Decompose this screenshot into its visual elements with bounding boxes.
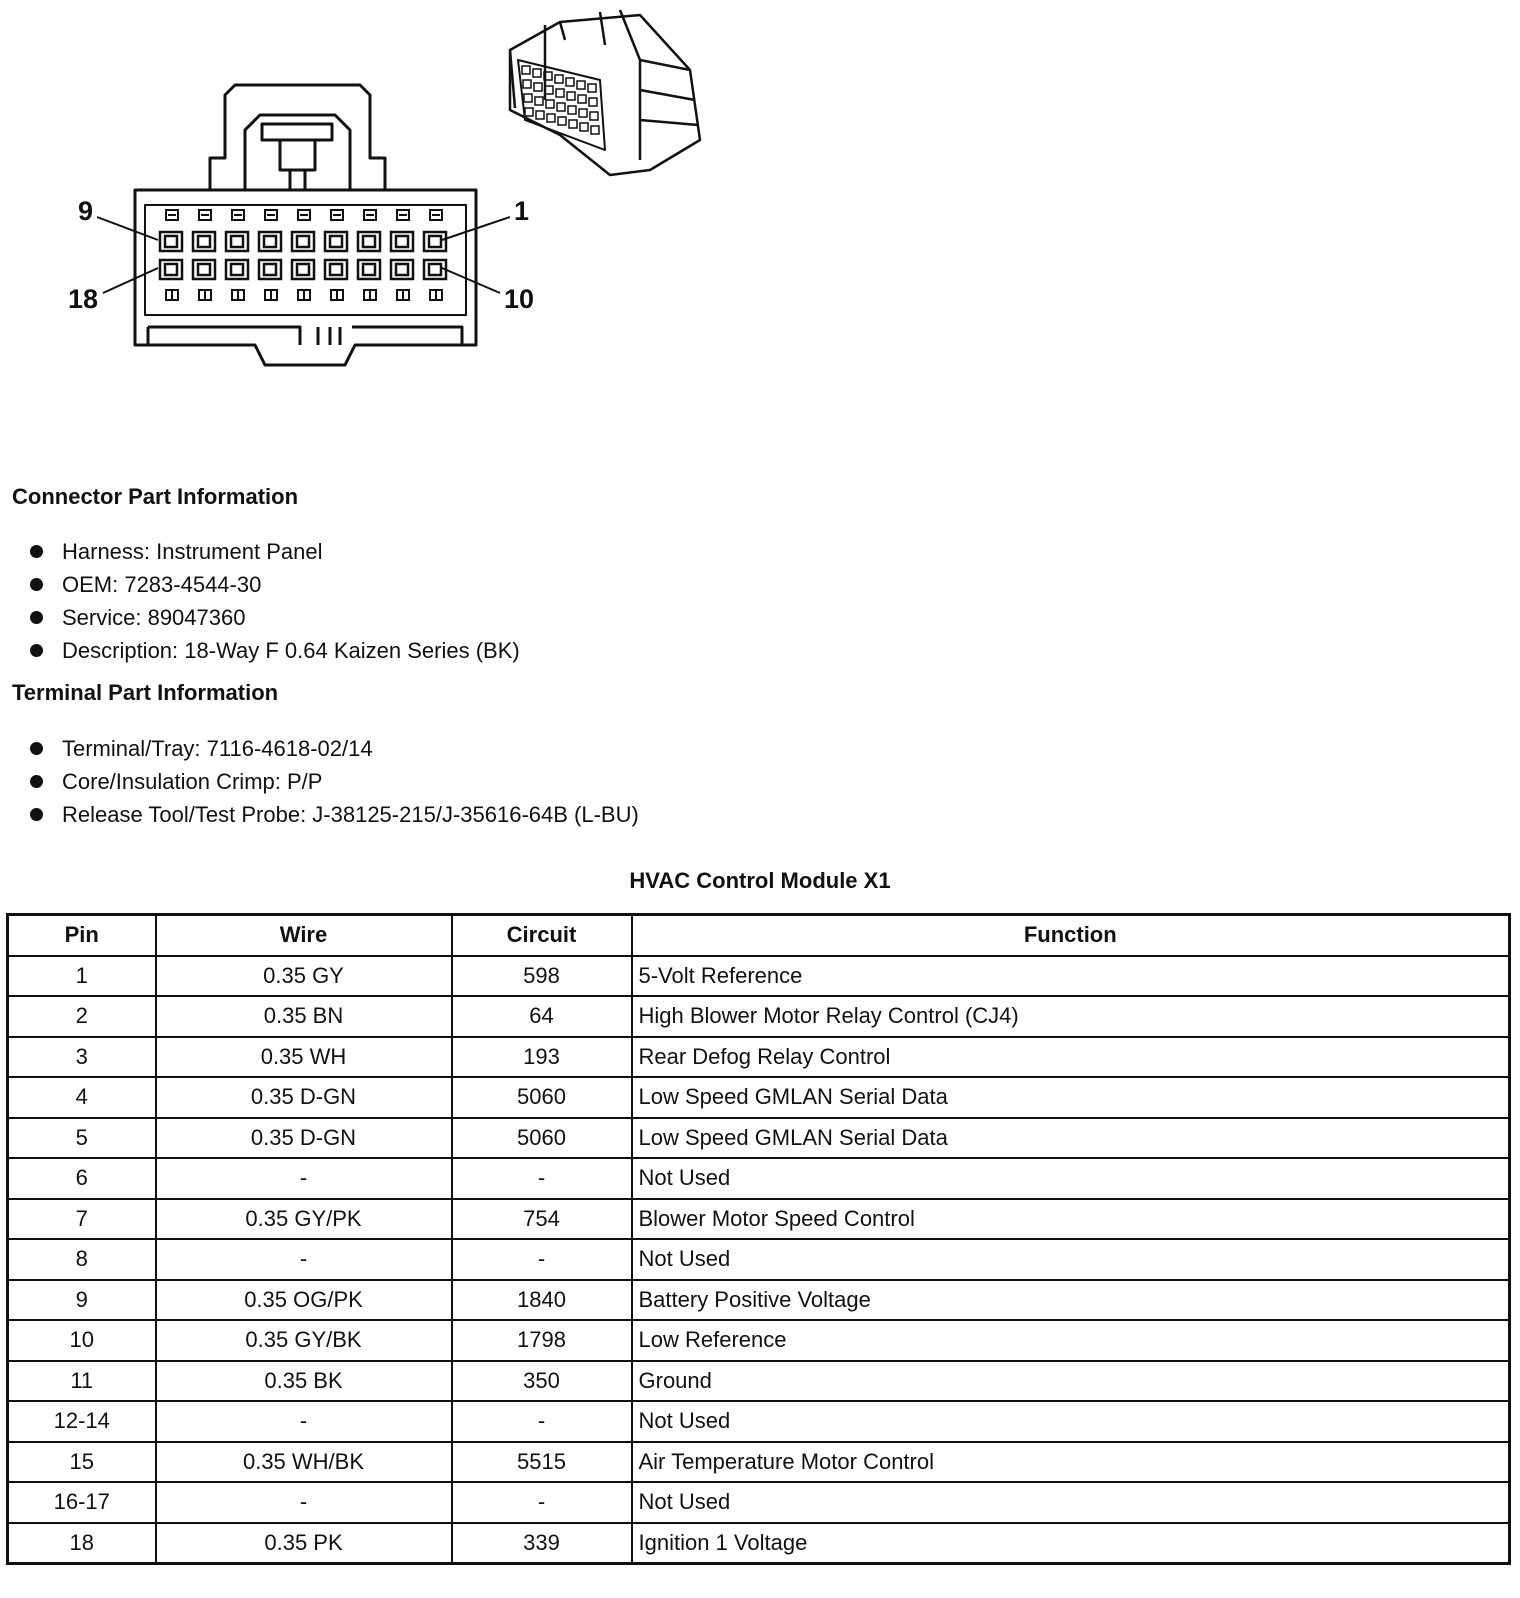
bullet-icon [30,545,43,558]
cell-function: Not Used [632,1401,1510,1442]
cell-wire: 0.35 GY [156,956,452,997]
cell-function: High Blower Motor Relay Control (CJ4) [632,996,1510,1037]
cell-function: Ignition 1 Voltage [632,1523,1510,1564]
list-item: Terminal/Tray: 7116-4618-02/14 [30,732,639,765]
terminal-cavity-inner [429,236,441,247]
bullet-icon [30,578,43,591]
cell-function: Not Used [632,1158,1510,1199]
terminal-cavity-inner [330,264,342,275]
pin-1-callout: 1 [514,196,530,226]
table-row [8,1401,1510,1442]
terminal-part-info-heading: Terminal Part Information [12,680,279,705]
terminal-cavity-inner [396,264,408,275]
iso-cavity [555,75,563,83]
table-row [8,956,1510,997]
bullet-icon [30,742,43,755]
terminal-cavity-inner [198,236,210,247]
cell-circuit: 5515 [452,1442,632,1483]
table-row [8,1442,1510,1483]
cell-wire: - [156,1401,452,1442]
table-row [8,1280,1510,1321]
table-row [8,1118,1510,1159]
terminal-cavity-inner [264,264,276,275]
cell-pin: 9 [8,1280,156,1321]
cell-circuit: - [452,1158,632,1199]
cell-function: Low Reference [632,1320,1510,1361]
pinout-table [6,913,1511,1565]
cell-wire: 0.35 BK [156,1361,452,1402]
table-title: HVAC Control Module X1 [629,868,891,893]
header-circuit: Circuit [452,915,632,956]
cell-function: Battery Positive Voltage [632,1280,1510,1321]
iso-cavity [577,81,585,89]
list-item: Harness: Instrument Panel [30,535,520,568]
iso-cavity [524,94,532,102]
cell-function: Not Used [632,1482,1510,1523]
cell-wire: 0.35 WH [156,1037,452,1078]
cell-pin: 11 [8,1361,156,1402]
iso-cavity [589,98,597,106]
cell-circuit: 5060 [452,1077,632,1118]
cell-circuit: - [452,1482,632,1523]
cell-function: Ground [632,1361,1510,1402]
iso-cavity [591,126,599,134]
cell-circuit: 1840 [452,1280,632,1321]
iso-cavity [522,66,530,74]
list-item: Core/Insulation Crimp: P/P [30,765,639,798]
cell-pin: 10 [8,1320,156,1361]
cell-function: Not Used [632,1239,1510,1280]
cell-circuit: 350 [452,1361,632,1402]
cell-pin: 12-14 [8,1401,156,1442]
bullet-icon [30,644,43,657]
cell-wire: 0.35 WH/BK [156,1442,452,1483]
pin-9-callout: 9 [78,196,94,226]
terminal-cavity-inner [231,236,243,247]
cell-wire: - [156,1158,452,1199]
iso-cavity [525,108,533,116]
connector-face-drawing [0,0,760,420]
cell-circuit: 5060 [452,1118,632,1159]
cell-pin: 16-17 [8,1482,156,1523]
iso-cavity [536,111,544,119]
list-item: Service: 89047360 [30,601,520,634]
cell-pin: 1 [8,956,156,997]
header-pin: Pin [8,915,156,956]
iso-cavity [534,83,542,91]
cell-function: Air Temperature Motor Control [632,1442,1510,1483]
table-row [8,1037,1510,1078]
cell-wire: 0.35 D-GN [156,1077,452,1118]
connector-part-info-heading: Connector Part Information [12,484,299,509]
terminal-cavity-inner [231,264,243,275]
cell-pin: 18 [8,1523,156,1564]
cell-circuit: 754 [452,1199,632,1240]
list-item: OEM: 7283-4544-30 [30,568,520,601]
pin-10-callout: 10 [504,284,535,314]
terminal-cavity-inner [297,264,309,275]
cell-function: 5-Volt Reference [632,956,1510,997]
connector-diagram [0,0,760,420]
bullet-icon [30,808,43,821]
iso-cavity [523,80,531,88]
bullet-icon [30,611,43,624]
terminal-cavity-inner [198,264,210,275]
cell-wire: 0.35 GY/PK [156,1199,452,1240]
terminal-cavity-inner [363,236,375,247]
table-header-row [8,915,1510,956]
cell-pin: 8 [8,1239,156,1280]
cell-circuit: 1798 [452,1320,632,1361]
cell-pin: 2 [8,996,156,1037]
cell-function: Rear Defog Relay Control [632,1037,1510,1078]
iso-cavity [569,120,577,128]
table-row [8,1361,1510,1402]
cell-pin: 7 [8,1199,156,1240]
cell-circuit: - [452,1401,632,1442]
iso-cavity [558,117,566,125]
cell-pin: 4 [8,1077,156,1118]
cell-wire: 0.35 GY/BK [156,1320,452,1361]
table-row [8,1158,1510,1199]
list-item: Description: 18-Way F 0.64 Kaizen Series (BK) [30,634,520,667]
terminal-cavity-inner [363,264,375,275]
terminal-cavity-inner [264,236,276,247]
iso-cavity [579,109,587,117]
iso-cavity [578,95,586,103]
table-row [8,996,1510,1037]
iso-cavity [567,92,575,100]
cell-pin: 6 [8,1158,156,1199]
cell-wire: 0.35 OG/PK [156,1280,452,1321]
cell-pin: 5 [8,1118,156,1159]
cell-pin: 3 [8,1037,156,1078]
terminal-cavity-inner [396,236,408,247]
iso-cavity [568,106,576,114]
pin-18-callout: 18 [68,284,99,314]
iso-cavity [535,97,543,105]
iso-cavity [580,123,588,131]
table-row [8,1320,1510,1361]
terminal-cavity-inner [165,236,177,247]
connector-part-info-list [30,535,520,667]
iso-cavity [547,114,555,122]
header-wire: Wire [156,915,452,956]
table-row [8,1239,1510,1280]
cell-pin: 15 [8,1442,156,1483]
table-row [8,1199,1510,1240]
terminal-cavity-inner [330,236,342,247]
header-function: Function [632,915,1510,956]
terminal-part-info-list [30,732,639,831]
cell-circuit: 193 [452,1037,632,1078]
cell-circuit: 339 [452,1523,632,1564]
iso-cavity [588,84,596,92]
table-row [8,1482,1510,1523]
terminal-cavity-inner [165,264,177,275]
cell-circuit: - [452,1239,632,1280]
terminal-cavity-inner [297,236,309,247]
cell-wire: - [156,1239,452,1280]
cell-wire: 0.35 BN [156,996,452,1037]
table-row [8,1523,1510,1564]
cell-wire: - [156,1482,452,1523]
iso-cavity [533,69,541,77]
table-row [8,1077,1510,1118]
cell-wire: 0.35 PK [156,1523,452,1564]
cell-function: Low Speed GMLAN Serial Data [632,1118,1510,1159]
iso-cavity [556,89,564,97]
cell-function: Blower Motor Speed Control [632,1199,1510,1240]
bullet-icon [30,775,43,788]
iso-cavity [566,78,574,86]
cell-circuit: 598 [452,956,632,997]
terminal-cavity-inner [429,264,441,275]
iso-cavity [590,112,598,120]
cell-wire: 0.35 D-GN [156,1118,452,1159]
list-item: Release Tool/Test Probe: J-38125-215/J-35616-64B (L-BU) [30,798,639,831]
iso-cavity [546,100,554,108]
cell-circuit: 64 [452,996,632,1037]
cell-function: Low Speed GMLAN Serial Data [632,1077,1510,1118]
iso-cavity [557,103,565,111]
